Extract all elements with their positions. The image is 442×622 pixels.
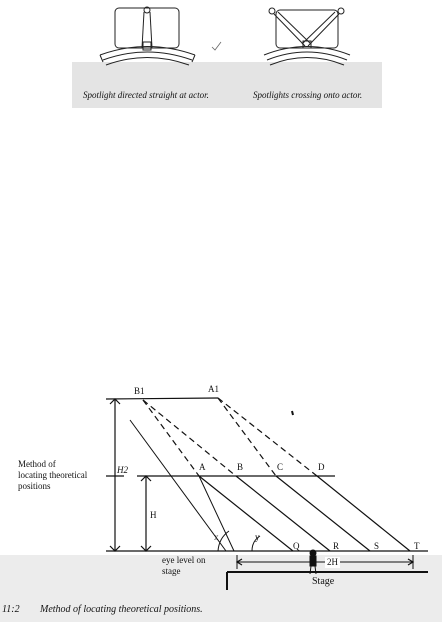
figure-number: 11:2 (2, 604, 20, 615)
angle-label-y: y (255, 532, 260, 542)
point-label-a: A (199, 462, 206, 472)
point-label-a1: A1 (208, 384, 219, 394)
point-label-c: C (277, 462, 284, 472)
actor-figure (310, 550, 316, 574)
figure-caption: Method of locating theoretical positions. (40, 604, 203, 615)
stage-label: Stage (312, 576, 335, 587)
distance-label-2h: 2H (327, 557, 338, 567)
point-label-b: B (237, 462, 244, 472)
stage-sketch-straight (100, 7, 195, 65)
point-label-s: S (374, 541, 380, 551)
height-label-h: H (150, 510, 157, 520)
caption-crossing: Spotlights crossing onto actor. (253, 90, 363, 100)
height-label-h2: H2 (117, 465, 128, 475)
point-label-d: D (318, 462, 325, 472)
point-label-t: T (414, 541, 420, 551)
stage-sketch-crossing (264, 8, 350, 65)
method-label: Method of locating theoretical positions (18, 459, 88, 491)
theoretical-positions-diagram (106, 398, 428, 590)
angle-label-x: x (214, 532, 219, 542)
point-label-b1: B1 (134, 386, 145, 396)
point-label-q: Q (293, 541, 300, 551)
eye-level-label: eye level on stage (162, 555, 206, 576)
caption-straight: Spotlight directed straight at actor. (83, 90, 209, 100)
point-label-r: R (333, 541, 340, 551)
